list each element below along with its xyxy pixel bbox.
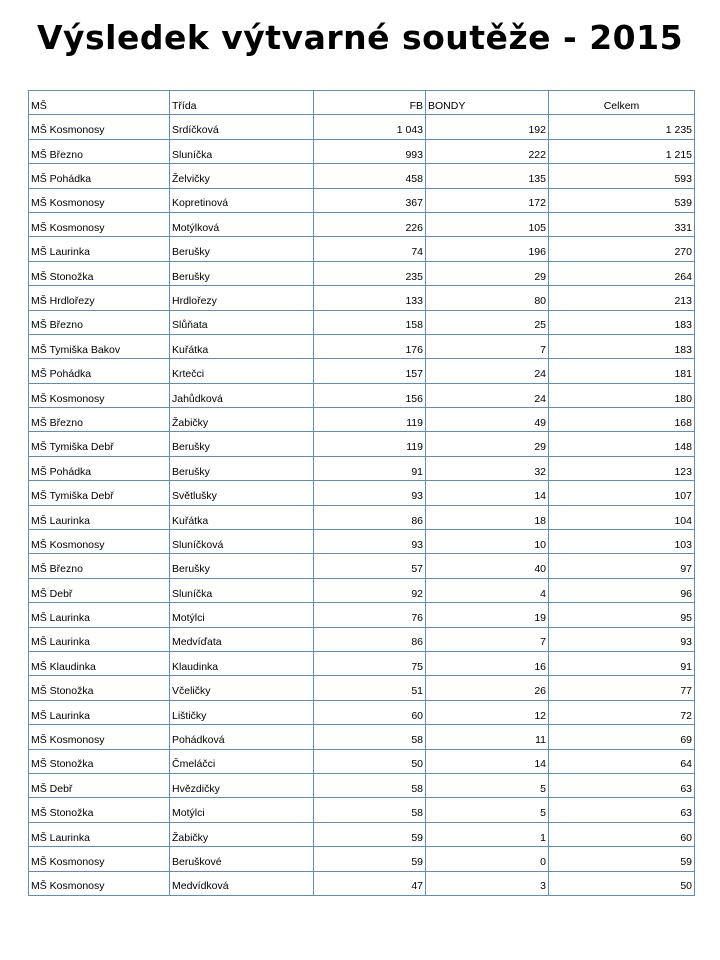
cell-school: MŠ Kosmonosy — [29, 530, 170, 554]
cell-total: 181 — [549, 359, 695, 383]
cell-bondy: 7 — [426, 334, 549, 358]
cell-fb: 158 — [314, 310, 426, 334]
table-row — [29, 310, 695, 334]
header-class: Třída — [170, 91, 314, 115]
cell-fb: 156 — [314, 383, 426, 407]
cell-fb: 58 — [314, 725, 426, 749]
table-row — [29, 530, 695, 554]
cell-bondy: 40 — [426, 554, 549, 578]
cell-school: MŠ Tymiška Debř — [29, 432, 170, 456]
cell-bondy: 80 — [426, 286, 549, 310]
table-row — [29, 456, 695, 480]
cell-total: 72 — [549, 700, 695, 724]
cell-class: Krtečci — [170, 359, 314, 383]
cell-class: Lištičky — [170, 700, 314, 724]
cell-bondy: 16 — [426, 651, 549, 675]
cell-total: 59 — [549, 847, 695, 871]
cell-school: MŠ Březno — [29, 310, 170, 334]
table-row — [29, 700, 695, 724]
cell-fb: 59 — [314, 847, 426, 871]
cell-school: MŠ Stonožka — [29, 676, 170, 700]
cell-class: Medvíďata — [170, 627, 314, 651]
cell-class: Medvídková — [170, 871, 314, 895]
cell-bondy: 0 — [426, 847, 549, 871]
cell-bondy: 49 — [426, 408, 549, 432]
cell-fb: 458 — [314, 164, 426, 188]
cell-fb: 86 — [314, 627, 426, 651]
header-bondy: BONDY — [426, 91, 549, 115]
cell-total: 50 — [549, 871, 695, 895]
cell-fb: 93 — [314, 530, 426, 554]
cell-school: MŠ Hrdlořezy — [29, 286, 170, 310]
cell-school: MŠ Laurinka — [29, 700, 170, 724]
table-row — [29, 212, 695, 236]
header-school: MŠ — [29, 91, 170, 115]
header-fb: FB — [314, 91, 426, 115]
table-row — [29, 847, 695, 871]
table-row — [29, 627, 695, 651]
cell-fb: 133 — [314, 286, 426, 310]
cell-bondy: 5 — [426, 798, 549, 822]
table-row — [29, 749, 695, 773]
cell-fb: 1 043 — [314, 115, 426, 139]
cell-class: Berušky — [170, 237, 314, 261]
cell-school: MŠ Debř — [29, 578, 170, 602]
cell-total: 95 — [549, 603, 695, 627]
cell-bondy: 19 — [426, 603, 549, 627]
cell-bondy: 14 — [426, 749, 549, 773]
cell-total: 60 — [549, 822, 695, 846]
cell-fb: 92 — [314, 578, 426, 602]
cell-bondy: 10 — [426, 530, 549, 554]
cell-class: Jahůdková — [170, 383, 314, 407]
cell-school: MŠ Tymiška Debř — [29, 481, 170, 505]
cell-class: Berušky — [170, 432, 314, 456]
cell-bondy: 29 — [426, 432, 549, 456]
cell-total: 93 — [549, 627, 695, 651]
cell-school: MŠ Kosmonosy — [29, 871, 170, 895]
cell-total: 183 — [549, 334, 695, 358]
table-row — [29, 676, 695, 700]
cell-bondy: 12 — [426, 700, 549, 724]
cell-fb: 50 — [314, 749, 426, 773]
cell-fb: 51 — [314, 676, 426, 700]
cell-fb: 235 — [314, 261, 426, 285]
table-row — [29, 554, 695, 578]
cell-class: Berušky — [170, 554, 314, 578]
cell-total: 539 — [549, 188, 695, 212]
cell-class: Pohádková — [170, 725, 314, 749]
cell-total: 168 — [549, 408, 695, 432]
cell-fb: 157 — [314, 359, 426, 383]
cell-bondy: 192 — [426, 115, 549, 139]
cell-fb: 93 — [314, 481, 426, 505]
cell-school: MŠ Pohádka — [29, 359, 170, 383]
cell-school: MŠ Stonožka — [29, 749, 170, 773]
cell-bondy: 172 — [426, 188, 549, 212]
cell-class: Berušky — [170, 261, 314, 285]
cell-bondy: 4 — [426, 578, 549, 602]
cell-fb: 47 — [314, 871, 426, 895]
table-row — [29, 871, 695, 895]
cell-fb: 226 — [314, 212, 426, 236]
cell-class: Sluníčka — [170, 578, 314, 602]
cell-fb: 58 — [314, 773, 426, 797]
cell-total: 213 — [549, 286, 695, 310]
cell-total: 91 — [549, 651, 695, 675]
cell-total: 264 — [549, 261, 695, 285]
cell-fb: 59 — [314, 822, 426, 846]
cell-class: Motýlci — [170, 603, 314, 627]
cell-total: 1 235 — [549, 115, 695, 139]
table-row — [29, 164, 695, 188]
table-row — [29, 286, 695, 310]
cell-school: MŠ Laurinka — [29, 505, 170, 529]
cell-total: 107 — [549, 481, 695, 505]
cell-bondy: 11 — [426, 725, 549, 749]
table-row — [29, 408, 695, 432]
cell-fb: 176 — [314, 334, 426, 358]
cell-school: MŠ Laurinka — [29, 822, 170, 846]
table-row — [29, 432, 695, 456]
table-row — [29, 798, 695, 822]
cell-total: 1 215 — [549, 139, 695, 163]
cell-class: Sluníčka — [170, 139, 314, 163]
cell-class: Srdíčková — [170, 115, 314, 139]
results-table-body — [29, 91, 695, 896]
cell-school: MŠ Stonožka — [29, 798, 170, 822]
cell-school: MŠ Pohádka — [29, 164, 170, 188]
cell-class: Kuřátka — [170, 505, 314, 529]
cell-school: MŠ Kosmonosy — [29, 115, 170, 139]
table-row — [29, 359, 695, 383]
cell-bondy: 24 — [426, 359, 549, 383]
cell-bondy: 3 — [426, 871, 549, 895]
table-row — [29, 773, 695, 797]
cell-total: 97 — [549, 554, 695, 578]
cell-class: Kopretinová — [170, 188, 314, 212]
cell-class: Motýlková — [170, 212, 314, 236]
cell-fb: 91 — [314, 456, 426, 480]
cell-class: Včeličky — [170, 676, 314, 700]
table-row — [29, 578, 695, 602]
cell-total: 270 — [549, 237, 695, 261]
cell-class: Hvězdičky — [170, 773, 314, 797]
cell-bondy: 32 — [426, 456, 549, 480]
table-row — [29, 725, 695, 749]
cell-school: MŠ Březno — [29, 408, 170, 432]
table-row — [29, 481, 695, 505]
cell-fb: 75 — [314, 651, 426, 675]
table-row — [29, 651, 695, 675]
cell-fb: 119 — [314, 408, 426, 432]
cell-fb: 60 — [314, 700, 426, 724]
cell-total: 331 — [549, 212, 695, 236]
cell-fb: 119 — [314, 432, 426, 456]
cell-school: MŠ Debř — [29, 773, 170, 797]
cell-class: Berušky — [170, 456, 314, 480]
cell-fb: 86 — [314, 505, 426, 529]
table-row — [29, 383, 695, 407]
cell-school: MŠ Tymiška Bakov — [29, 334, 170, 358]
cell-fb: 74 — [314, 237, 426, 261]
cell-bondy: 135 — [426, 164, 549, 188]
cell-class: Želvičky — [170, 164, 314, 188]
cell-school: MŠ Stonožka — [29, 261, 170, 285]
cell-bondy: 222 — [426, 139, 549, 163]
table-row — [29, 139, 695, 163]
table-row — [29, 261, 695, 285]
cell-bondy: 7 — [426, 627, 549, 651]
cell-class: Kuřátka — [170, 334, 314, 358]
cell-fb: 993 — [314, 139, 426, 163]
cell-total: 63 — [549, 773, 695, 797]
table-row — [29, 115, 695, 139]
cell-class: Klaudinka — [170, 651, 314, 675]
cell-class: Žabičky — [170, 408, 314, 432]
table-row — [29, 822, 695, 846]
page-title: Výsledek výtvarné soutěže - 2015 — [36, 18, 684, 57]
cell-school: MŠ Kosmonosy — [29, 383, 170, 407]
cell-fb: 367 — [314, 188, 426, 212]
cell-total: 104 — [549, 505, 695, 529]
cell-bondy: 26 — [426, 676, 549, 700]
cell-bondy: 5 — [426, 773, 549, 797]
cell-total: 183 — [549, 310, 695, 334]
cell-school: MŠ Laurinka — [29, 603, 170, 627]
cell-total: 69 — [549, 725, 695, 749]
cell-school: MŠ Kosmonosy — [29, 847, 170, 871]
cell-class: Žabičky — [170, 822, 314, 846]
cell-fb: 58 — [314, 798, 426, 822]
cell-school: MŠ Kosmonosy — [29, 212, 170, 236]
cell-fb: 57 — [314, 554, 426, 578]
table-header-row — [29, 91, 695, 115]
table-row — [29, 603, 695, 627]
table-row — [29, 237, 695, 261]
cell-class: Beruškové — [170, 847, 314, 871]
cell-class: Motýlci — [170, 798, 314, 822]
cell-school: MŠ Laurinka — [29, 627, 170, 651]
cell-total: 96 — [549, 578, 695, 602]
cell-bondy: 196 — [426, 237, 549, 261]
cell-bondy: 105 — [426, 212, 549, 236]
cell-class: Hrdlořezy — [170, 286, 314, 310]
cell-bondy: 14 — [426, 481, 549, 505]
cell-bondy: 29 — [426, 261, 549, 285]
header-total: Celkem — [549, 91, 695, 115]
cell-school: MŠ Kosmonosy — [29, 725, 170, 749]
cell-school: MŠ Klaudinka — [29, 651, 170, 675]
cell-total: 148 — [549, 432, 695, 456]
cell-class: Sluníčková — [170, 530, 314, 554]
cell-school: MŠ Pohádka — [29, 456, 170, 480]
table-row — [29, 334, 695, 358]
table-row — [29, 505, 695, 529]
cell-school: MŠ Březno — [29, 554, 170, 578]
cell-bondy: 18 — [426, 505, 549, 529]
cell-bondy: 25 — [426, 310, 549, 334]
cell-class: Čmeláčci — [170, 749, 314, 773]
cell-total: 103 — [549, 530, 695, 554]
cell-total: 593 — [549, 164, 695, 188]
cell-bondy: 24 — [426, 383, 549, 407]
table-row — [29, 188, 695, 212]
results-table — [28, 90, 695, 896]
cell-total: 180 — [549, 383, 695, 407]
cell-class: Slůňata — [170, 310, 314, 334]
cell-school: MŠ Březno — [29, 139, 170, 163]
cell-school: MŠ Kosmonosy — [29, 188, 170, 212]
cell-fb: 76 — [314, 603, 426, 627]
cell-school: MŠ Laurinka — [29, 237, 170, 261]
cell-class: Světlušky — [170, 481, 314, 505]
cell-total: 77 — [549, 676, 695, 700]
cell-total: 123 — [549, 456, 695, 480]
cell-total: 63 — [549, 798, 695, 822]
cell-bondy: 1 — [426, 822, 549, 846]
cell-total: 64 — [549, 749, 695, 773]
